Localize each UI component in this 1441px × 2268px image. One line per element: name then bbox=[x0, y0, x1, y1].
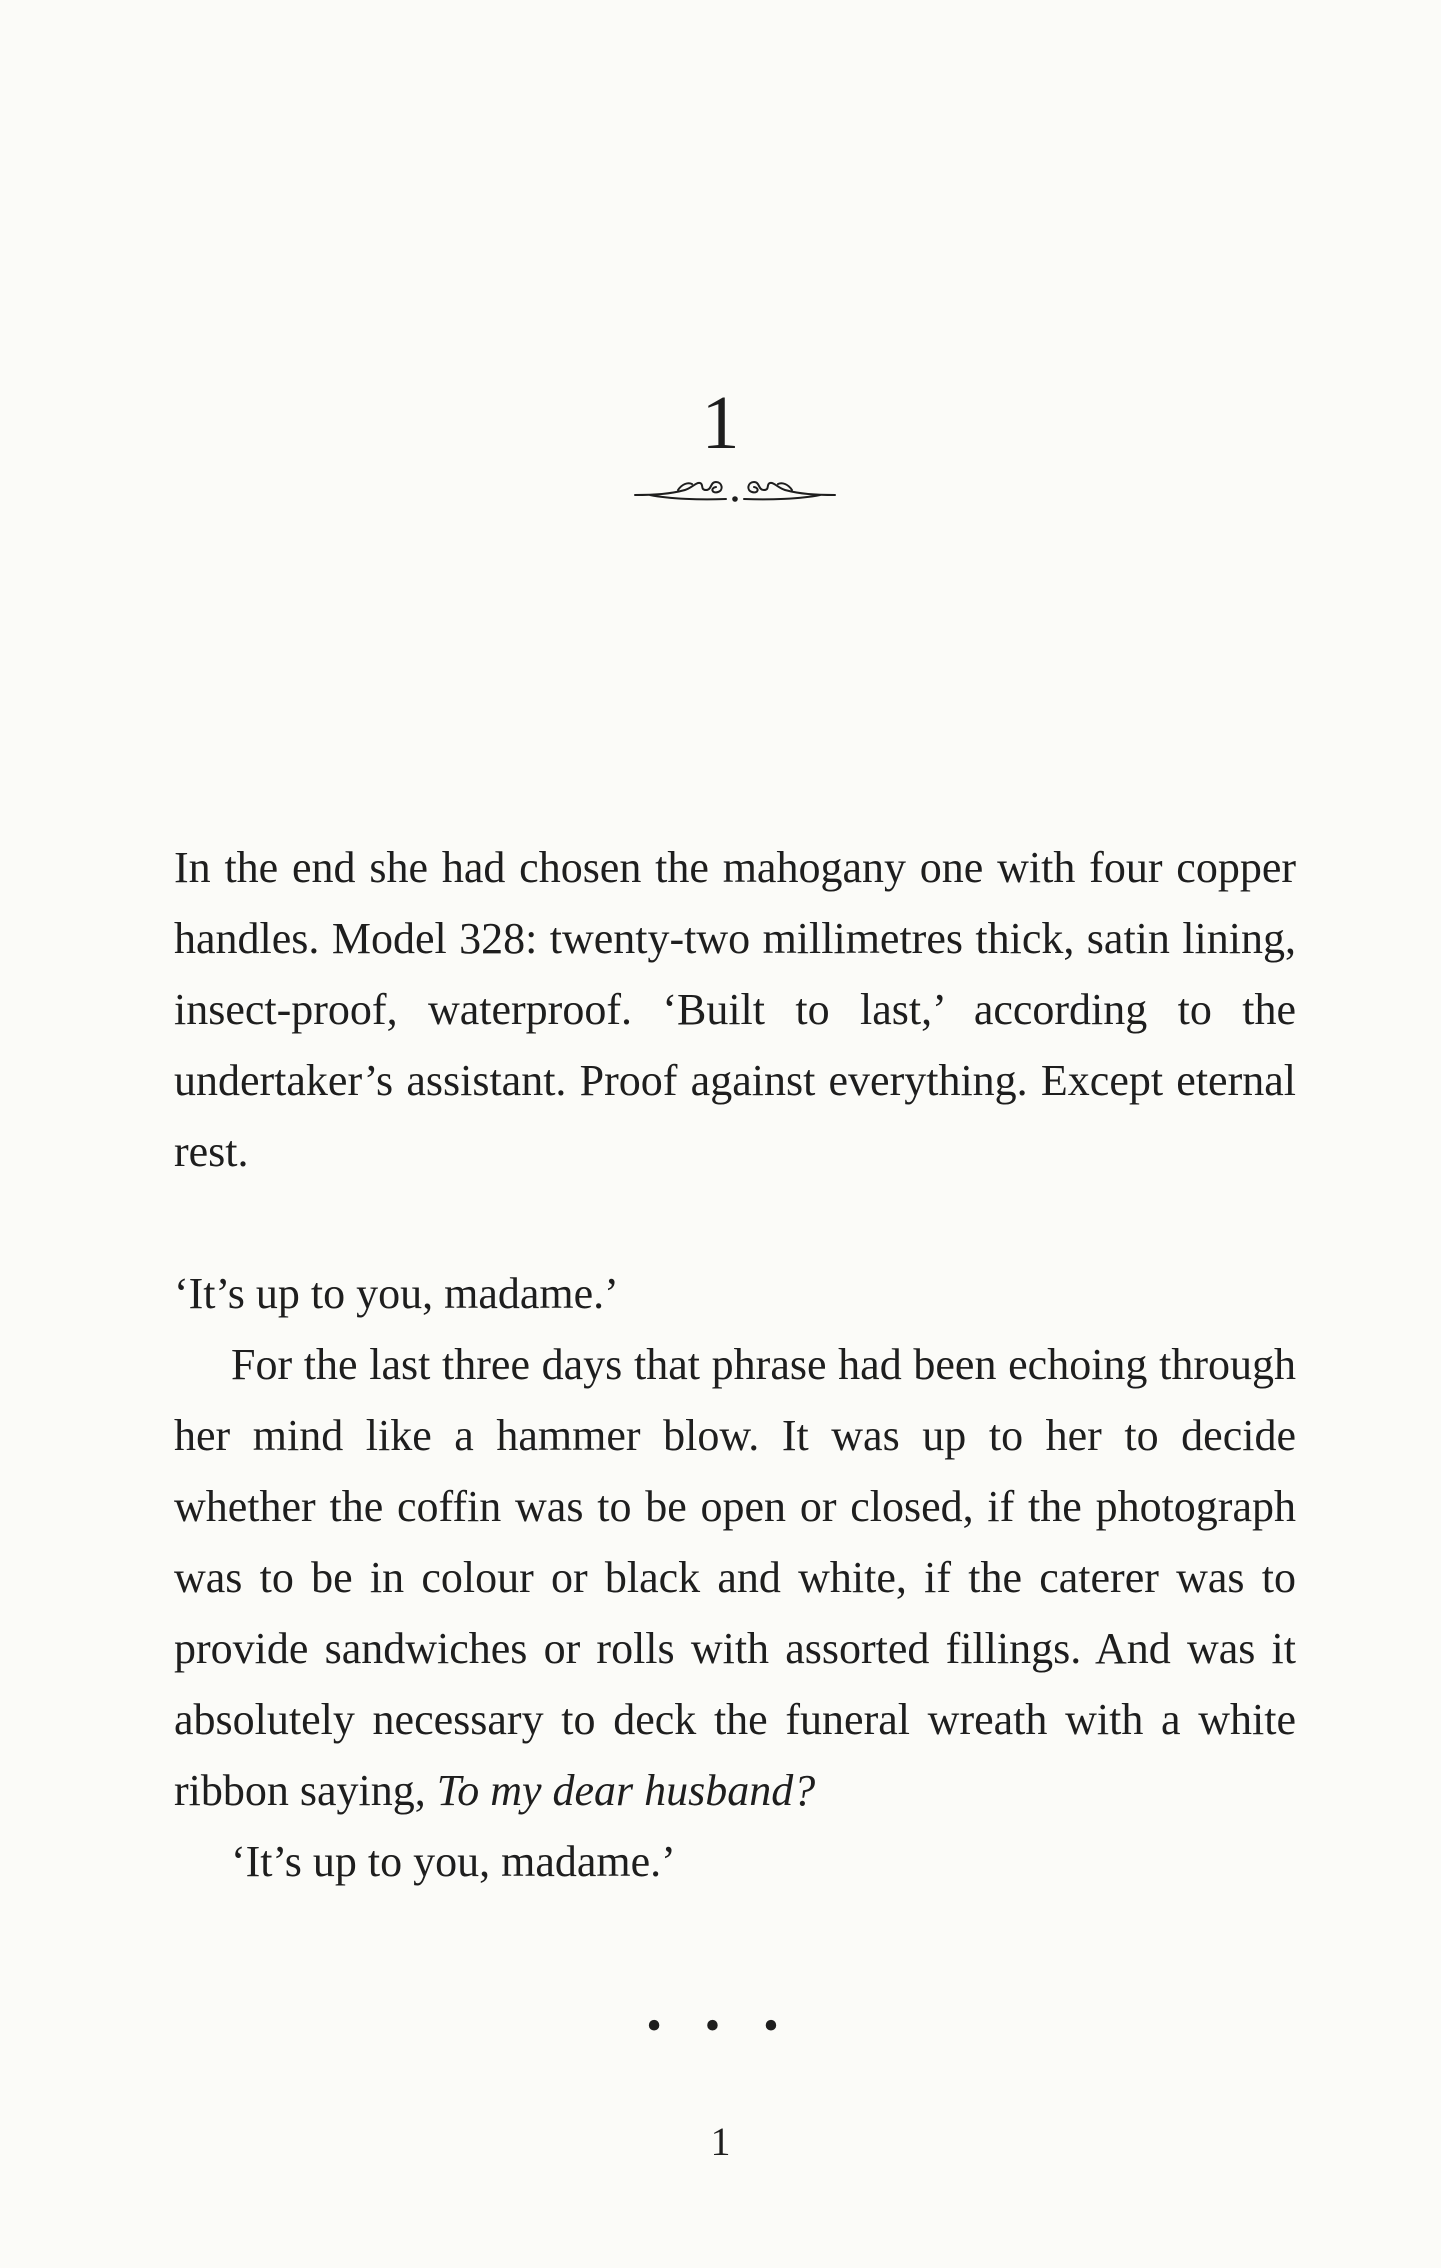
paragraph-decisions-text: For the last three days that phrase had been echoing through her mind like a hammer blow. It was up to her to decide whether the coffin was to be open or closed, if the photograph was to be in colour or black and white, if the caterer was to provide sandwiches or rolls with assorted fillings. And was it absolutely necessary to deck the funeral wreath with a white ribbon saying, bbox=[174, 1340, 1296, 1815]
paragraph-dialogue-2: ‘It’s up to you, madame.’ bbox=[231, 1837, 676, 1886]
paragraph-decisions bbox=[174, 1329, 1296, 1826]
paragraph-gap bbox=[174, 1187, 1296, 1258]
chapter-body bbox=[174, 832, 1296, 1897]
chapter-number: 1 bbox=[701, 381, 740, 465]
flourish-ornament-icon bbox=[630, 468, 840, 508]
scene-break: • • • bbox=[646, 2001, 795, 2050]
page-number: 1 bbox=[710, 2119, 731, 2164]
ribbon-inscription: To my dear husband? bbox=[436, 1766, 816, 1815]
paragraph-opening: In the end she had chosen the mahogany one with four copper handles. Model 328: twenty-two millimetres thick, satin lining, insect-proof, waterproof. ‘Built to last,’ according to the undertaker’s assistant. Proof against everything. Except eternal rest. bbox=[174, 843, 1296, 1176]
paragraph-dialogue-1: ‘It’s up to you, madame.’ bbox=[174, 1269, 619, 1318]
